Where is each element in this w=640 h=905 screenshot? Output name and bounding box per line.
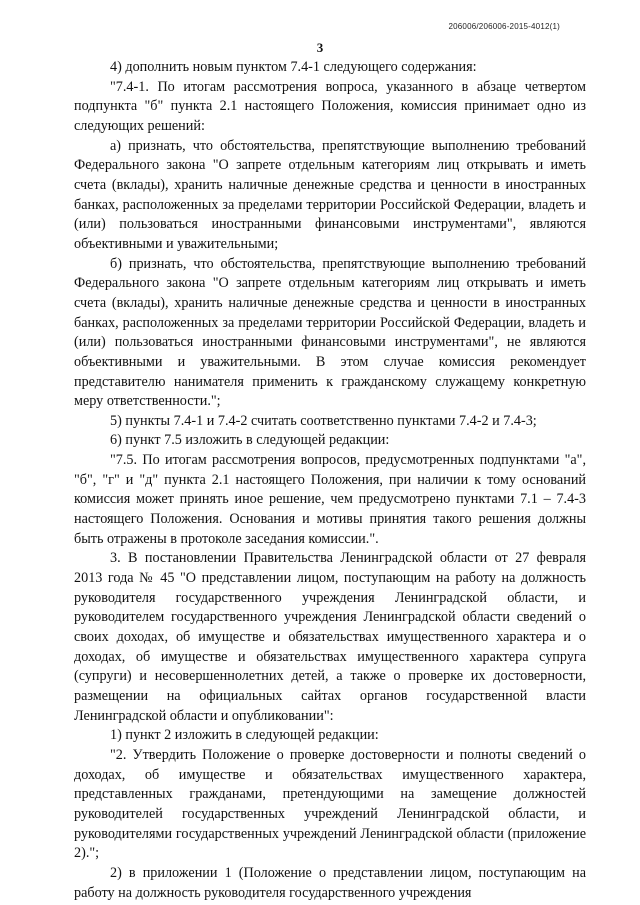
paragraph-subitem-a: а) признать, что обстоятельства, препятствующие выполнению требований Федерального закона "О запрете отдельным категориям лиц открывать и иметь счета (вклады), хранить наличные денежные средства и ценности в иностранных банках, расположенных за пределами территории Российской Федерации, владеть и (или) пользоваться иностранными финансовыми инструментами", являются объективными и уважительными; — [74, 137, 586, 252]
page-number: 3 — [316, 40, 324, 55]
paragraph-subitem-b: б) признать, что обстоятельства, препятствующие выполнению требований Федерального закона "О запрете отдельным категориям лиц открывать и иметь счета (вклады), хранить наличные денежные средства и ценности в иностранных банках, расположенных за пределами территории Российской Федерации, владеть и (или) пользоваться иностранными финансовыми инструментами", не являются объективными и уважительными. В этом случае комиссия рекомендует представителю нанимателя применить к гражданскому служащему конкретную меру ответственности."; — [74, 255, 586, 410]
paragraph-item-1: 1) пункт 2 изложить в следующей редакции: — [110, 727, 379, 744]
paragraph-quote-7-5: "7.5. По итогам рассмотрения вопросов, предусмотренных подпунктами "а", "б", "г" и "д" пункта 2.1 настоящего Положения, при наличии к тому оснований комиссия может принять иное решение, чем предусмотрено пунктами 7.1 – 7.4-3 настоящего Положения. Основания и мотивы принятия такого решения должны быть отражены в протоколе заседания комиссии.". — [74, 452, 586, 547]
paragraph-item-2: 2) в приложении 1 (Положение о представлении лицом, поступающим на работу на должность руководителя государственного учреждения — [74, 864, 586, 901]
document-id: 206006/206006-2015-4012(1) — [448, 22, 560, 31]
paragraph-item-6: 6) пункт 7.5 изложить в следующей редакции: — [110, 432, 390, 449]
paragraph-quote-2: "2. Утвердить Положение о проверке достоверности и полноты сведений о доходах, об имуществе и обязательствах имущественного характера, представленных гражданами, претендующими на замещение должностей руководителей государственных учреждений Ленинградской области, и руководителями государственных учреждений Ленинградской области (приложение 2)."; — [74, 746, 586, 862]
paragraph-item-5: 5) пункты 7.4-1 и 7.4-2 считать соответственно пунктами 7.4-2 и 7.4-3; — [110, 412, 537, 429]
paragraph-section-3: 3. В постановлении Правительства Ленинградской области от 27 февраля 2013 года № 45 "О представлении лицом, поступающим на работу на должность руководителя государственного учреждения Ленинградской области, и руководителем государственного учреждения Ленинградской области сведений о своих доходах, об имуществе и обязательствах имущественного характера и о доходах, об имуществе и обязательствах имущественного характера супруга (супруги) и несовершеннолетних детей, а также о проверке их достоверности, размещении на официальных сайтах органов государственной власти Ленинградской области и опубликовании": — [74, 550, 586, 724]
paragraph-item-4: 4) дополнить новым пунктом 7.4-1 следующего содержания: — [110, 59, 477, 75]
paragraph-quote-7-4-1: "7.4-1. По итогам рассмотрения вопроса, указанного в абзаце четвертом подпункта "б" пункта 2.1 настоящего Положения, комиссия принимает одно из следующих решений: — [74, 78, 586, 134]
document-body — [74, 58, 586, 903]
